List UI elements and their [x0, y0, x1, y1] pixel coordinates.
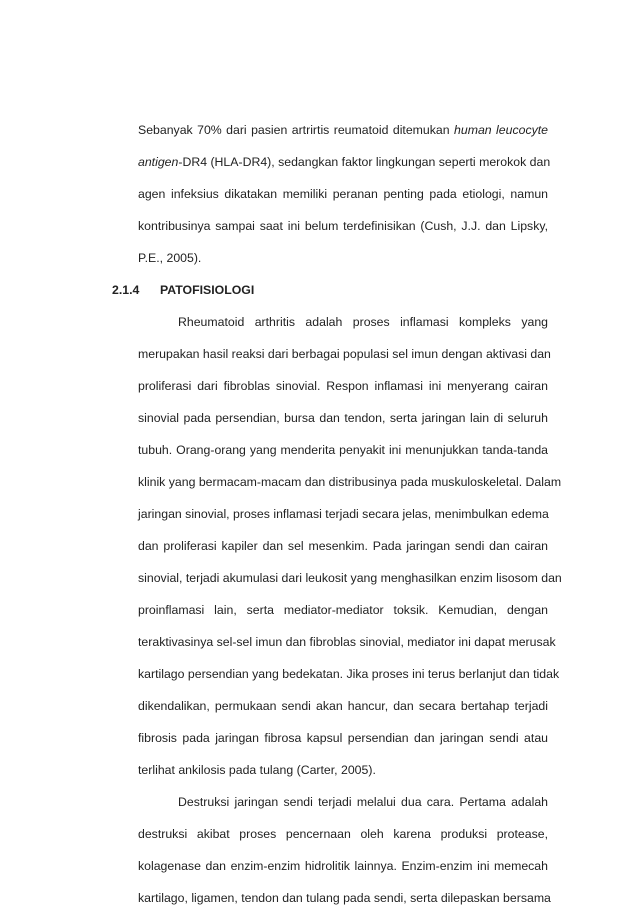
paragraph-2-line-2: merupakan hasil reaksi dari berbagai populasi sel imun dengan aktivasi dan — [138, 347, 551, 361]
paragraph-1-line-2-italic: antigen — [138, 155, 179, 169]
section-number: 2.1.4 — [112, 283, 140, 297]
paragraph-3-line-3: kolagenase dan enzim-enzim hidrolitik lainnya. Enzim-enzim ini memecah — [138, 859, 548, 873]
paragraph-2-line-8: dan proliferasi kapiler dan sel mesenkim. Pada jaringan sendi dan cairan — [138, 539, 548, 553]
paragraph-2-line-3: proliferasi dari fibroblas sinovial. Respon inflamasi ini menyerang cairan — [138, 379, 548, 393]
paragraph-3-line-1: Destruksi jaringan sendi terjadi melalui dua cara. Pertama adalah — [178, 795, 548, 809]
paragraph-2-line-6: klinik yang bermacam-macam dan distribusinya pada muskuloskeletal. Dalam — [138, 475, 562, 489]
paragraph-1-line-1-text: Sebanyak 70% dari pasien artrirtis reumatoid ditemukan — [138, 123, 455, 137]
paragraph-1-line-1 — [138, 123, 548, 137]
paragraph-2-line-7: jaringan sinovial, proses inflamasi terjadi secara jelas, menimbulkan edema — [138, 507, 549, 521]
paragraph-1-line-1-italic: human leucocyte — [454, 123, 549, 137]
paragraph-2-line-5: tubuh. Orang-orang yang menderita penyakit ini menunjukkan tanda-tanda — [138, 443, 548, 457]
paragraph-2-line-15: terlihat ankilosis pada tulang (Carter, 2005). — [138, 763, 376, 777]
paragraph-2-line-12: kartilago persendian yang bedekatan. Jika proses ini terus berlanjut dan tidak — [138, 667, 560, 681]
paragraph-1-line-4: kontribusinya sampai saat ini belum terdefinisikan (Cush, J.J. dan Lipsky, — [138, 219, 548, 233]
section-title: PATOFISIOLOGI — [160, 283, 255, 297]
paragraph-2-line-1: Rheumatoid arthritis adalah proses inflamasi kompleks yang — [178, 315, 548, 329]
paragraph-2-line-14: fibrosis pada jaringan fibrosa kapsul persendian dan jaringan sendi atau — [138, 731, 548, 745]
paragraph-3-line-4: kartilago, ligamen, tendon dan tulang pada sendi, serta dilepaskan bersama — [138, 891, 551, 905]
paragraph-2-line-13: dikendalikan, permukaan sendi akan hancur, dan secara bertahap terjadi — [138, 699, 548, 713]
paragraph-3-line-2: destruksi akibat proses pencernaan oleh karena produksi protease, — [138, 827, 548, 841]
section-heading — [112, 283, 254, 297]
paragraph-1-line-2 — [138, 155, 551, 169]
paragraph-2-line-11: teraktivasinya sel-sel imun dan fibroblas sinovial, mediator ini dapat merusak — [138, 635, 556, 649]
paragraph-1-line-5: P.E., 2005). — [138, 251, 202, 265]
paragraph-1-line-2-text: -DR4 (HLA-DR4), sedangkan faktor lingkungan seperti merokok dan — [178, 155, 551, 169]
paragraph-2-line-4: sinovial pada persendian, bursa dan tendon, serta jaringan lain di seluruh — [138, 411, 548, 425]
paragraph-2-line-10: proinflamasi lain, serta mediator-mediator toksik. Kemudian, dengan — [138, 603, 548, 617]
paragraph-1-line-3: agen infeksius dikatakan memiliki peranan penting pada etiologi, namun — [138, 187, 548, 201]
paragraph-2-line-9: sinovial, terjadi akumulasi dari leukosit yang menghasilkan enzim lisosom dan — [138, 571, 562, 585]
